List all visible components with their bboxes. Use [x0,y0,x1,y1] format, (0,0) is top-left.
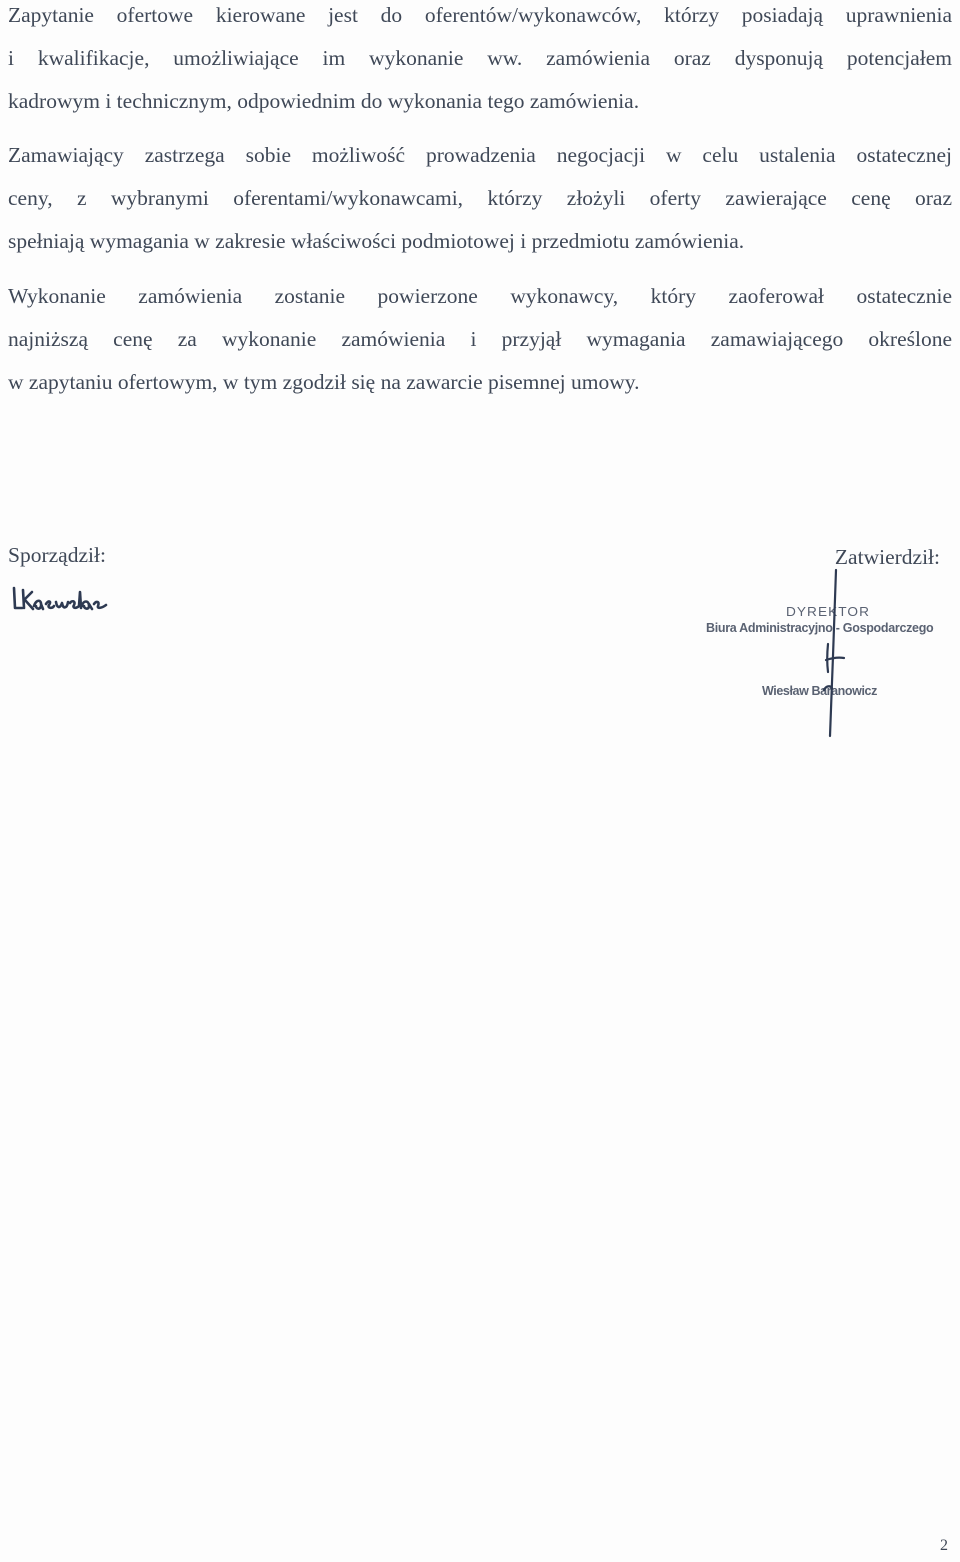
page-number: 2 [940,1537,948,1554]
handwritten-signature-preparer [10,582,120,618]
stamp-office: Biura Administracyjno - Gospodarczego [706,621,934,635]
stamp-name: Wiesław Baranowicz [762,684,877,698]
paragraph-offer-recipients [8,0,952,123]
paragraph-line: Zamawiający zastrzega sobie możliwość prowadzenia negocjacji w celu ustalenia ostatecznej [8,143,952,167]
paragraph-line: Zapytanie ofertowe kierowane jest do oferentów/wykonawców, którzy posiadają uprawnienia [8,3,952,27]
paragraph-line: i kwalifikacje, umożliwiające im wykonanie ww. zamówienia oraz dysponują potencjałem [8,46,952,70]
stamp-title: DYREKTOR [786,604,870,619]
handwritten-signature-approver [700,560,960,740]
paragraph-line: kadrowym i technicznym, odpowiednim do wykonania tego zamówienia. [8,89,640,113]
paragraph-line: najniższą cenę za wykonanie zamówienia i przyjął wymagania zamawiającego określone [8,327,952,351]
prepared-by-label: Sporządził: [8,543,106,567]
director-stamp [700,560,960,740]
paragraph-line: Wykonanie zamówienia zostanie powierzone wykonawcy, który zaoferował ostatecznie [8,284,952,308]
paragraph-negotiation-clause [8,134,952,263]
paragraph-line: spełniają wymagania w zakresie właściwości podmiotowej i przedmiotu zamówienia. [8,229,745,253]
paragraph-line: ceny, z wybranymi oferentami/wykonawcami, którzy złożyli oferty zawierające cenę oraz [8,186,952,210]
approved-by-label: Zatwierdził: [834,545,940,569]
paragraph-line: w zapytaniu ofertowym, w tym zgodził się na zawarcie pisemnej umowy. [8,370,640,394]
paragraph-award-clause [8,275,952,404]
